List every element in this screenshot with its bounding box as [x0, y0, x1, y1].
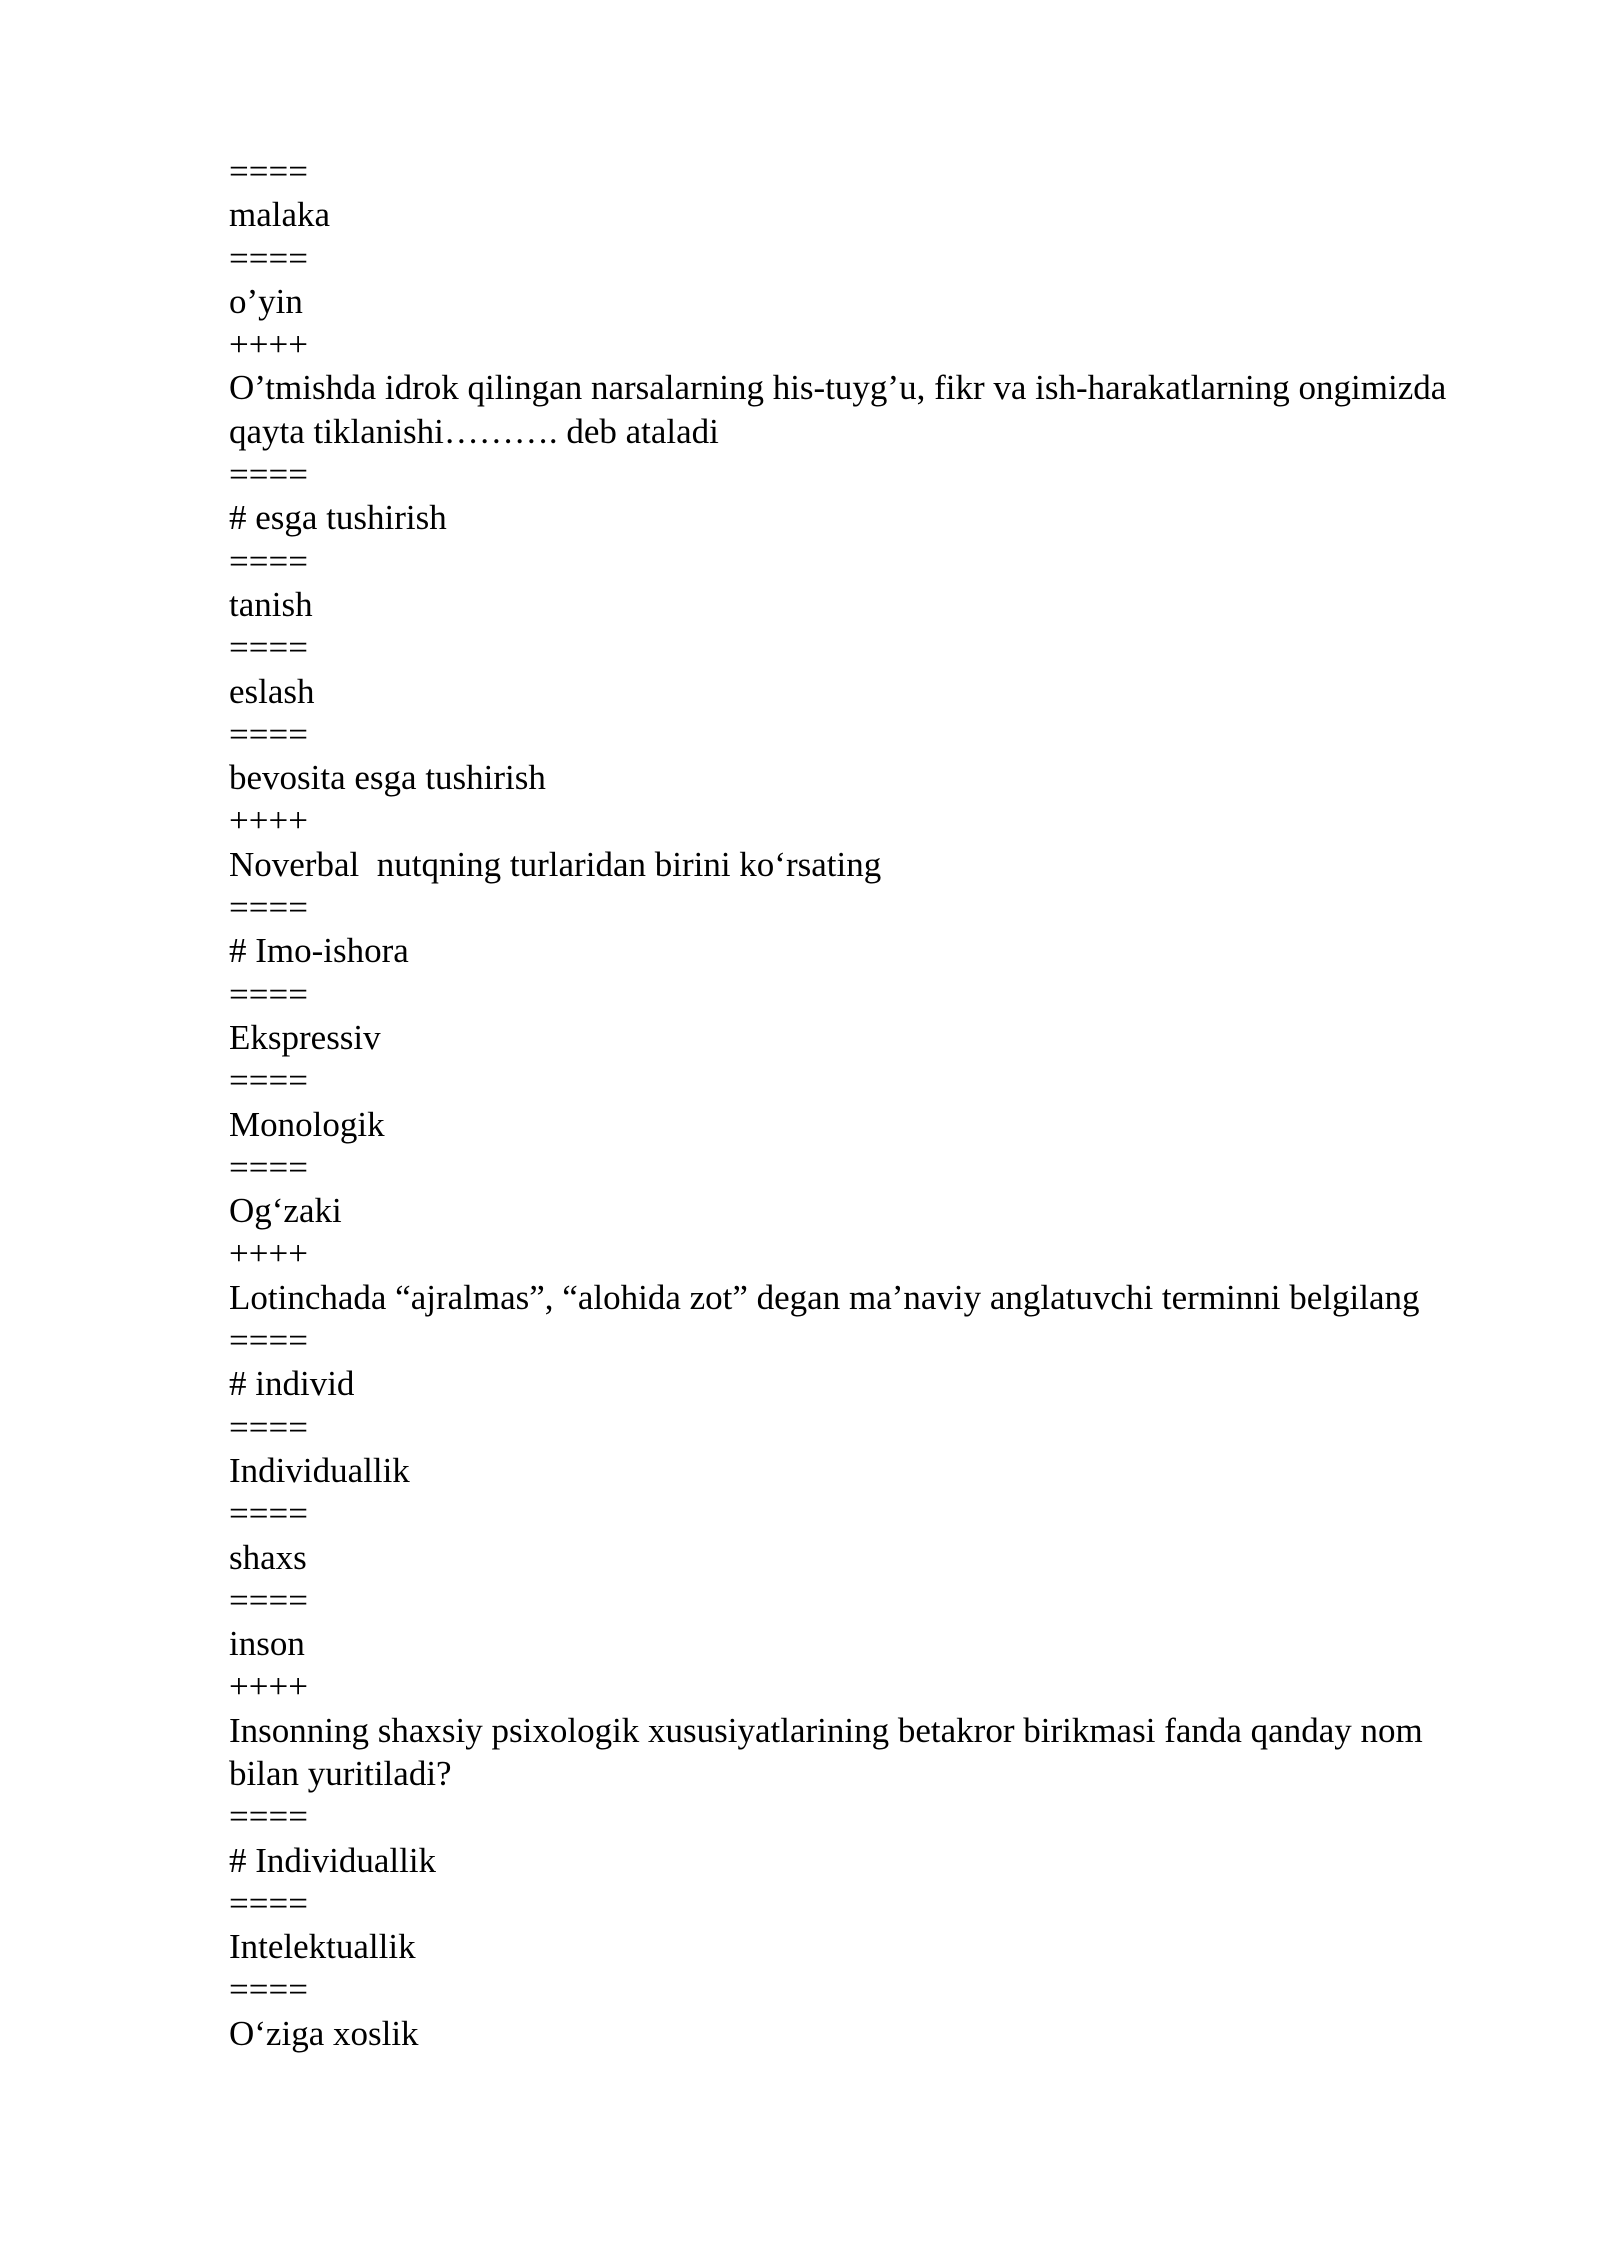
separator-line: ==== [229, 1494, 308, 1534]
separator-line: ==== [229, 152, 308, 191]
answer-option: Individuallik [229, 1450, 410, 1490]
separator-line: ==== [229, 1883, 308, 1923]
separator-line: ==== [229, 455, 308, 495]
answer-option: tanish [229, 584, 313, 624]
separator-line: ==== [229, 1580, 308, 1620]
answer-option: inson [229, 1624, 305, 1664]
correct-answer-option: # Individuallik [229, 1840, 437, 1880]
separator-line: ==== [229, 238, 308, 278]
separator-line: ==== [229, 1407, 308, 1447]
separator-line: ==== [229, 1061, 308, 1101]
answer-option: Og‘zaki [229, 1191, 342, 1231]
separator-line: ==== [229, 628, 308, 668]
correct-answer-option: # esga tushirish [229, 498, 447, 538]
separator-line: ==== [229, 541, 308, 581]
answer-option: shaxs [229, 1537, 307, 1577]
question-text: Insonning shaxsiy psixologik xususiyatlarining betakror birikmasi fanda qanday nom bilan yuritiladi? [229, 1710, 1432, 1793]
correct-answer-option: # Imo-ishora [229, 931, 409, 971]
question-separator: ++++ [229, 1667, 308, 1707]
correct-answer-option: # individ [229, 1364, 355, 1404]
answer-option: malaka [229, 195, 331, 235]
question-text: Noverbal nutqning turlaridan birini ko‘rsating [229, 844, 882, 884]
separator-line: ==== [229, 1147, 308, 1187]
separator-line: ==== [229, 888, 308, 928]
question-separator: ++++ [229, 801, 308, 841]
answer-option: bevosita esga tushirish [229, 758, 546, 798]
answer-option: O‘ziga xoslik [229, 2013, 419, 2053]
separator-line: ==== [229, 1970, 308, 2010]
document-body [229, 150, 1459, 2055]
answer-option: Ekspressiv [229, 1017, 381, 1057]
answer-option: o’yin [229, 281, 303, 321]
question-separator: ++++ [229, 325, 308, 365]
answer-option: Intelektuallik [229, 1927, 416, 1967]
question-text: Lotinchada “ajralmas”, “alohida zot” degan ma’naviy anglatuvchi terminni belgilang [229, 1277, 1420, 1317]
answer-option: eslash [229, 671, 315, 711]
answer-option: Monologik [229, 1104, 385, 1144]
question-separator: ++++ [229, 1234, 308, 1274]
separator-line: ==== [229, 974, 308, 1014]
separator-line: ==== [229, 1321, 308, 1361]
separator-line: ==== [229, 1797, 308, 1837]
question-text: O’tmishda idrok qilingan narsalarning his-tuyg’u, fikr va ish-harakatlarning ongimizda qayta tiklanishi………. deb ataladi [229, 368, 1456, 451]
separator-line: ==== [229, 714, 308, 754]
